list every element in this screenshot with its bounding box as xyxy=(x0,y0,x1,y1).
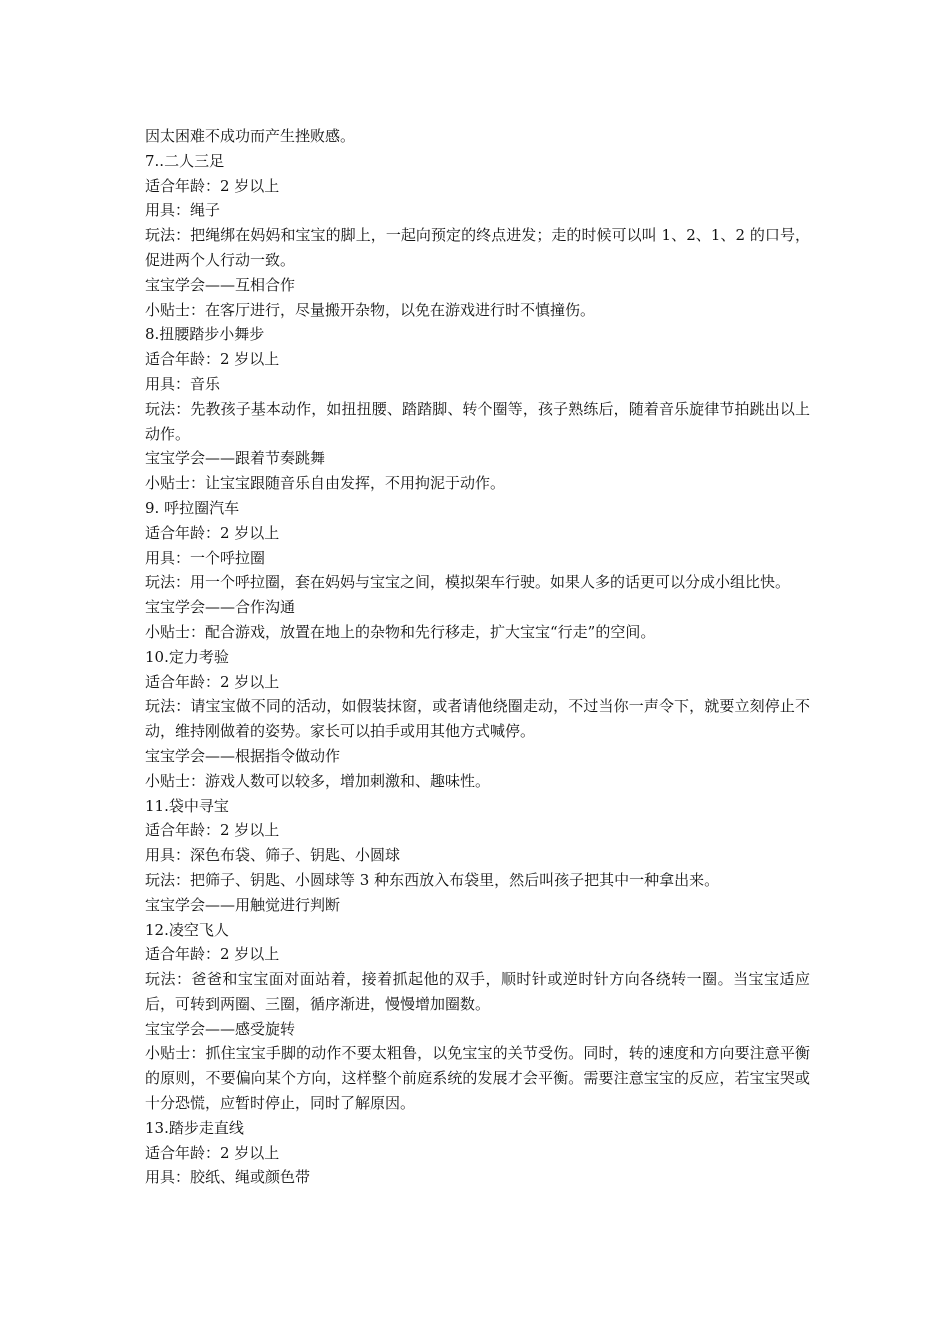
section-10-tips: 小贴士：游戏人数可以较多，增加刺激和、趣味性。 xyxy=(145,771,491,790)
section-8-age: 适合年龄：2 岁以上 xyxy=(145,350,280,369)
section-7-tips: 小贴士：在客厅进行，尽量搬开杂物，以免在游戏进行时不慎撞伤。 xyxy=(145,300,596,319)
section-9-age: 适合年龄：2 岁以上 xyxy=(145,523,280,542)
section-7-learns: 宝宝学会——互相合作 xyxy=(145,275,296,294)
section-8-howto: 玩法：先教孩子基本动作，如扭扭腰、踏踏脚、转个圈等，孩子熟练后，随着音乐旋律节拍跳出以上动作。 xyxy=(145,399,810,443)
paragraph-continuation: 因太困难不成功而产生挫败感。 xyxy=(145,127,356,145)
section-13-age: 适合年龄：2 岁以上 xyxy=(145,1143,280,1162)
section-13-heading: 13.踏步走直线 xyxy=(145,1118,244,1137)
section-8-heading: 8.扭腰踏步小舞步 xyxy=(145,325,265,344)
section-10-heading: 10.定力考验 xyxy=(145,647,229,666)
section-9-learns: 宝宝学会——合作沟通 xyxy=(145,598,296,617)
section-11-learns: 宝宝学会——用触觉进行判断 xyxy=(145,895,341,914)
section-11-tools: 用具：深色布袋、筛子、钥匙、小圆球 xyxy=(145,846,401,865)
section-7-age: 适合年龄：2 岁以上 xyxy=(145,176,280,195)
section-10-age: 适合年龄：2 岁以上 xyxy=(145,672,280,691)
section-8-tips: 小贴士：让宝宝跟随音乐自由发挥，不用拘泥于动作。 xyxy=(145,474,506,493)
section-12-learns: 宝宝学会——感受旋转 xyxy=(145,1019,296,1038)
section-9-tools: 用具：一个呼拉圈 xyxy=(145,548,266,567)
section-9-howto: 玩法：用一个呼拉圈，套在妈妈与宝宝之间，模拟架车行驶。如果人多的话更可以分成小组比快。 xyxy=(145,573,791,592)
section-12-howto: 玩法：爸爸和宝宝面对面站着，接着抓起他的双手，顺时针或逆时针方向各绕转一圈。当宝宝适应后，可转到两圈、三圈，循序渐进，慢慢增加圈数。 xyxy=(145,970,810,1013)
section-7-heading: 7..二人三足 xyxy=(145,151,225,170)
section-12-heading: 12.凌空飞人 xyxy=(145,920,229,939)
section-8-learns: 宝宝学会——跟着节奏跳舞 xyxy=(145,449,326,468)
section-7-tools: 用具：绳子 xyxy=(145,201,221,220)
section-11-age: 适合年龄：2 岁以上 xyxy=(145,821,280,840)
section-7-howto: 玩法：把绳绑在妈妈和宝宝的脚上，一起向预定的终点进发；走的时候可以叫 1、2、1、2 的口号，促进两个人行动一致。 xyxy=(145,226,810,269)
section-12-tips: 小贴士：抓住宝宝手脚的动作不要太粗鲁，以免宝宝的关节受伤。同时，转的速度和方向要注意平衡的原则，不要偏向某个方向，这样整个前庭系统的发展才会平衡。需要注意宝宝的反应，若宝宝哭或十分恐慌，应暂时停止，同时了解原因。 xyxy=(145,1044,810,1113)
section-11-howto: 玩法：把筛子、钥匙、小圆球等 3 种东西放入布袋里，然后叫孩子把其中一种拿出来。 xyxy=(145,870,720,889)
section-9-tips: 小贴士：配合游戏，放置在地上的杂物和先行移走，扩大宝宝“行走”的空间。 xyxy=(145,622,656,641)
document-page xyxy=(145,124,810,1190)
section-10-howto: 玩法：请宝宝做不同的活动，如假装抹窗，或者请他绕圈走动，不过当你一声令下，就要立刻停止不动，维持刚做着的姿势。家长可以拍手或用其他方式喊停。 xyxy=(145,697,810,741)
section-9-heading: 9. 呼拉圈汽车 xyxy=(145,498,240,517)
section-12-age: 适合年龄：2 岁以上 xyxy=(145,945,280,964)
section-10-learns: 宝宝学会——根据指令做动作 xyxy=(145,746,341,765)
section-13-tools: 用具：胶纸、绳或颜色带 xyxy=(145,1168,311,1187)
section-11-heading: 11.袋中寻宝 xyxy=(145,796,229,815)
section-8-tools: 用具：音乐 xyxy=(145,374,221,393)
